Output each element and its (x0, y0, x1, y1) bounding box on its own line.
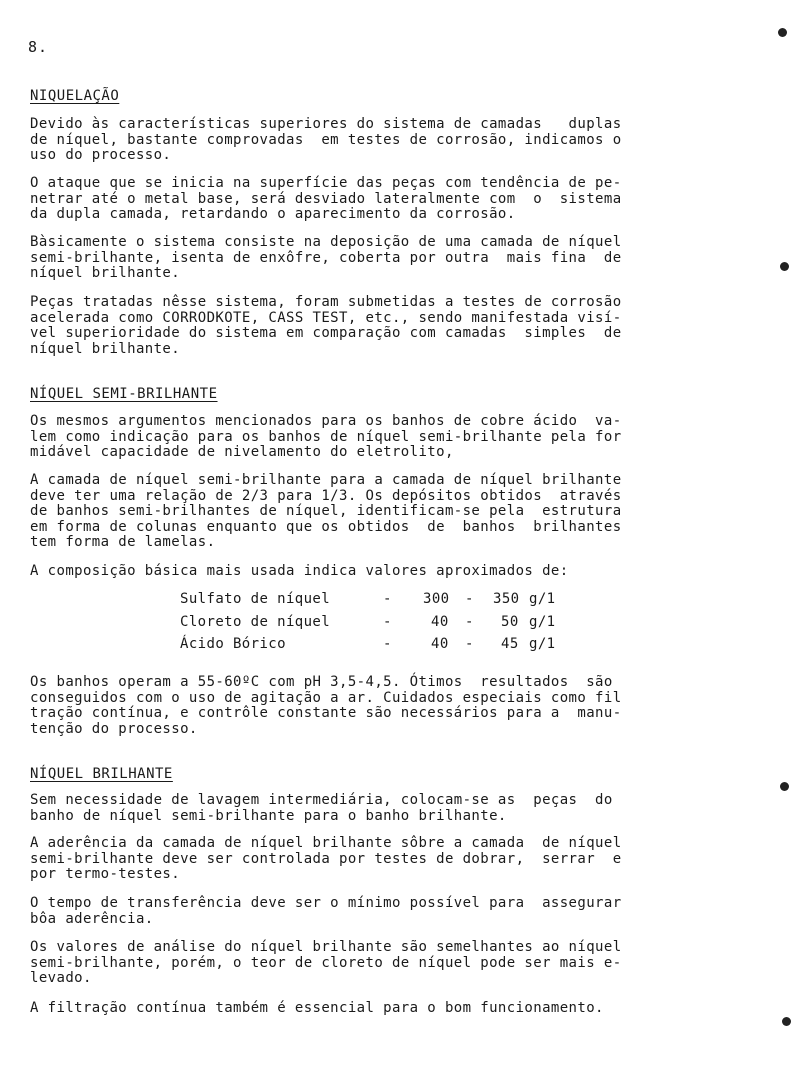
paragraph: Os mesmos argumentos mencionados para os banhos de cobre ácido va- lem como indicação para os banhos de níquel semi-brilhante pela for midável capacidade de nivelamento do eletrolito, (30, 413, 622, 460)
unit: g/1 (529, 613, 556, 630)
paragraph: Os valores de análise do níquel brilhante são semelhantes ao níquel semi-brilhante, porém, o teor de cloreto de níquel pode ser mais e- levado. (30, 939, 622, 986)
page-number: 8. (28, 38, 49, 56)
paragraph: Devido às características superiores do sistema de camadas duplas de níquel, bastante comprovadas em testes de corrosão, indicamos o uso do processo. (30, 116, 622, 163)
range-separator: - (465, 613, 474, 630)
max-value: 350 (493, 591, 520, 607)
paragraph: Bàsicamente o sistema consiste na deposição de uma camada de níquel semi-brilhante, isenta de enxôfre, coberta por outra mais fina de níquel brilhante. (30, 234, 622, 281)
dash: - (383, 636, 392, 652)
paragraph: A aderência da camada de níquel brilhante sôbre a camada de níquel semi-brilhante deve ser controlada por testes de dobrar, serrar e por termo-testes. (30, 835, 622, 882)
heading-niquel-brilhante: NÍQUEL BRILHANTE (30, 766, 173, 782)
dash: - (383, 591, 392, 607)
paragraph: A filtração contínua também é essencial para o bom funcionamento. (30, 1000, 604, 1016)
component-name: Cloreto de níquel (180, 613, 331, 630)
range-separator: - (465, 591, 474, 607)
punch-hole-mark (780, 782, 789, 791)
paragraph: O tempo de transferência deve ser o mínimo possível para assegurar bôa aderência. (30, 895, 622, 927)
min-value: 40 (431, 613, 449, 630)
component-name: Sulfato de níquel (180, 591, 331, 607)
max-value: 45 (501, 636, 519, 652)
punch-hole-mark (782, 1017, 791, 1026)
paragraph: A camada de níquel semi-brilhante para a camada de níquel brilhante deve ter uma relação de 2/3 para 1/3. Os depósitos obtidos através de banhos semi-brilhantes de níquel, identificam-se pela estrutura em forma de colunas enquanto que os obtidos de banhos brilhantes tem forma de lamelas. (30, 472, 622, 550)
paragraph: A composição básica mais usada indica valores aproximados de: (30, 563, 569, 579)
unit: g/1 (529, 591, 556, 607)
heading-niquel-semi-brilhante: NÍQUEL SEMI-BRILHANTE (30, 386, 218, 402)
range-separator: - (465, 636, 474, 652)
min-value: 40 (431, 636, 449, 652)
paragraph: Os banhos operam a 55-60ºC com pH 3,5-4,5. Ótimos resultados são conseguidos com o uso de agitação a ar. Cuidados especiais como fil tração contínua, e contrôle constante são necessários para a manu- tenção do processo. (30, 674, 622, 737)
paragraph: O ataque que se inicia na superfície das peças com tendência de pe- netrar até o metal base, será desviado lateralmente com o sistema da dupla camada, retardando o aparecimento da corrosão. (30, 175, 622, 222)
max-value: 50 (501, 613, 519, 630)
unit: g/1 (529, 636, 556, 652)
heading-niquelacao: NIQUELAÇÃO (30, 88, 120, 104)
component-name: Ácido Bórico (180, 636, 286, 652)
punch-hole-mark (778, 28, 787, 37)
dash: - (383, 613, 392, 630)
paragraph: Sem necessidade de lavagem intermediária, colocam-se as peças do banho de níquel semi-brilhante para o banho brilhante. (30, 792, 613, 824)
punch-hole-mark (780, 262, 789, 271)
paragraph: Peças tratadas nêsse sistema, foram submetidas a testes de corrosão acelerada como CORRODKOTE, CASS TEST, etc., sendo manifestada visí- vel superioridade do sistema em comparação com camadas simples de níquel brilhante. (30, 294, 622, 357)
min-value: 300 (423, 591, 450, 607)
